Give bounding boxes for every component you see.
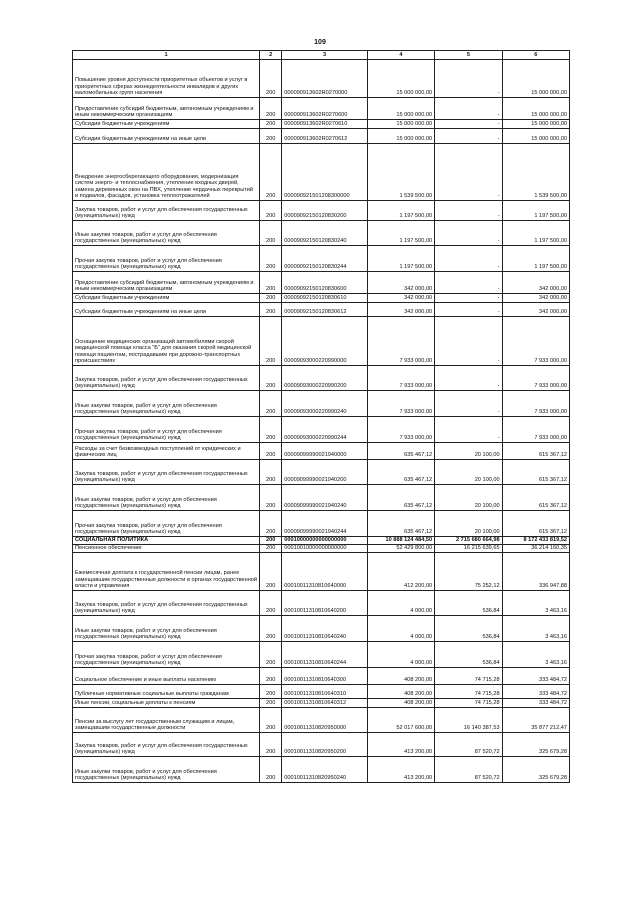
row-value-executed: - <box>435 417 502 443</box>
row-code: 000090921501208300000 <box>282 144 368 201</box>
row-gr: 200 <box>260 120 282 129</box>
row-value-approved: 4 000,00 <box>367 616 434 642</box>
table-row <box>73 460 570 485</box>
row-value-approved: 1 197 500,00 <box>367 221 434 246</box>
row-gr: 200 <box>260 708 282 733</box>
table-row <box>73 221 570 246</box>
row-code: 00010011310820950200 <box>282 733 368 757</box>
row-value-executed: - <box>435 120 502 129</box>
row-value-approved: 15 000 000,00 <box>367 120 434 129</box>
row-value-remaining: 35 877 212,47 <box>502 708 569 733</box>
row-value-approved: 7 933 000,00 <box>367 417 434 443</box>
row-gr: 200 <box>260 366 282 391</box>
row-code: 00010011310810640200 <box>282 591 368 616</box>
row-name: Иные закупки товаров, работ и услуг для обеспечения государственных (муниципальных) нужд <box>73 391 260 417</box>
row-code: 00009099990021940200 <box>282 460 368 485</box>
row-name: Пенсии за выслугу лет государственным служащим и лицам, замещавшим государственные должности <box>73 708 260 733</box>
row-value-approved: 635 467,12 <box>367 511 434 537</box>
row-value-remaining: 1 197 500,00 <box>502 201 569 221</box>
row-value-approved: 1 197 500,00 <box>367 201 434 221</box>
row-value-remaining: 325 679,28 <box>502 757 569 783</box>
row-name: Закупка товаров, работ и услуг для обеспечения государственных (муниципальных) нужд <box>73 460 260 485</box>
row-value-approved: 4 000,00 <box>367 642 434 668</box>
row-code: 00009099990021940244 <box>282 511 368 537</box>
row-value-remaining: 1 539 500,00 <box>502 144 569 201</box>
row-name: Субсидии бюджетным учреждениям на иные цели <box>73 303 260 317</box>
row-value-approved: 4 000,00 <box>367 591 434 616</box>
row-name: Закупка товаров, работ и услуг для обеспечения государственных (муниципальных) нужд <box>73 591 260 616</box>
row-value-approved: 342 000,00 <box>367 272 434 294</box>
row-gr: 200 <box>260 246 282 272</box>
table-row <box>73 144 570 201</box>
table-row <box>73 443 570 460</box>
row-value-executed: 75 252,12 <box>435 553 502 591</box>
row-value-approved: 342 000,00 <box>367 303 434 317</box>
row-value-approved: 15 000 000,00 <box>367 60 434 98</box>
row-gr: 200 <box>260 460 282 485</box>
row-value-remaining: 8 172 433 819,52 <box>502 537 569 545</box>
row-code: 000090913602R0270610 <box>282 120 368 129</box>
row-code: 00009093000220990244 <box>282 417 368 443</box>
row-value-remaining: 342 000,00 <box>502 303 569 317</box>
row-value-executed: 536,84 <box>435 591 502 616</box>
row-value-approved: 52 017 600,00 <box>367 708 434 733</box>
row-name: Прочая закупка товаров, работ и услуг для обеспечения государственных (муниципальных) нужд <box>73 417 260 443</box>
row-value-remaining: 7 933 000,00 <box>502 366 569 391</box>
row-value-executed: - <box>435 129 502 144</box>
row-name: Субсидии бюджетным учреждениям на иные цели <box>73 129 260 144</box>
row-value-approved: 413 200,00 <box>367 733 434 757</box>
row-value-executed: - <box>435 272 502 294</box>
row-value-executed: 74 715,28 <box>435 699 502 708</box>
row-value-remaining: 336 947,88 <box>502 553 569 591</box>
row-name: Предоставление субсидий бюджетным, автономным учреждениям и иным некоммерческим организациям <box>73 98 260 120</box>
row-value-remaining: 3 463,16 <box>502 591 569 616</box>
row-name: Иные закупки товаров, работ и услуг для обеспечения государственных (муниципальных) нужд <box>73 616 260 642</box>
table-row <box>73 246 570 272</box>
row-value-approved: 1 197 500,00 <box>367 246 434 272</box>
table-row <box>73 303 570 317</box>
row-value-remaining: 615 367,12 <box>502 485 569 511</box>
row-value-approved: 15 000 000,00 <box>367 98 434 120</box>
table-row <box>73 616 570 642</box>
row-name: Предоставление субсидий бюджетным, автономным учреждениям и иным некоммерческим организациям <box>73 272 260 294</box>
row-code: 00010011310810640000 <box>282 553 368 591</box>
row-value-executed: - <box>435 303 502 317</box>
row-value-approved: 342 000,00 <box>367 294 434 303</box>
row-code: 00010011310820950000 <box>282 708 368 733</box>
row-value-remaining: 615 367,12 <box>502 443 569 460</box>
table-row <box>73 60 570 98</box>
row-value-remaining: 3 463,16 <box>502 642 569 668</box>
row-value-executed: 2 715 680 664,98 <box>435 537 502 545</box>
row-value-remaining: 1 197 500,00 <box>502 246 569 272</box>
row-name: Повышение уровня доступности приоритетных объектов и услуг в приоритетных сферах жизнедеятельности инвалидов и других маломобильных групп населения <box>73 60 260 98</box>
table-row <box>73 733 570 757</box>
row-value-approved: 412 200,00 <box>367 553 434 591</box>
table-row <box>73 417 570 443</box>
row-value-executed: 20 100,00 <box>435 511 502 537</box>
page-number: 109 <box>314 39 326 46</box>
row-value-remaining: 342 000,00 <box>502 272 569 294</box>
row-value-executed: - <box>435 391 502 417</box>
row-value-remaining: 15 000 000,00 <box>502 98 569 120</box>
row-value-approved: 408 200,00 <box>367 699 434 708</box>
row-name: Прочая закупка товаров, работ и услуг для обеспечения государственных (муниципальных) нужд <box>73 246 260 272</box>
row-value-executed: 20 100,00 <box>435 460 502 485</box>
row-value-executed: - <box>435 201 502 221</box>
row-code: 00010010000000000000 <box>282 545 368 553</box>
row-value-remaining: 7 933 000,00 <box>502 317 569 366</box>
table-row <box>73 537 570 545</box>
row-code: 00009099990021940240 <box>282 485 368 511</box>
row-value-approved: 7 933 000,00 <box>367 391 434 417</box>
table-header-row <box>73 51 570 60</box>
row-value-remaining: 615 367,12 <box>502 460 569 485</box>
row-value-executed: 74 715,28 <box>435 668 502 685</box>
header-col-6: 6 <box>502 51 569 60</box>
row-name: Прочая закупка товаров, работ и услуг для обеспечения государственных (муниципальных) нужд <box>73 511 260 537</box>
row-value-remaining: 333 484,72 <box>502 699 569 708</box>
row-value-approved: 408 200,00 <box>367 668 434 685</box>
row-name: Внедрение энергосберегающего оборудования, модернизация систем энерго- и теплоснабжения, утепление входных дверей, замена деревянных окон на ПВХ, утепление чердачных перекрытий и подвалов, фасадов, установка теплоотражателей <box>73 144 260 201</box>
row-gr: 200 <box>260 591 282 616</box>
row-value-executed: - <box>435 366 502 391</box>
row-code: 00009093000220990200 <box>282 366 368 391</box>
row-gr: 200 <box>260 391 282 417</box>
row-value-executed: - <box>435 317 502 366</box>
row-code: 00009092150120830244 <box>282 246 368 272</box>
row-name: Иные закупки товаров, работ и услуг для обеспечения государственных (муниципальных) нужд <box>73 221 260 246</box>
table-row <box>73 591 570 616</box>
row-gr: 200 <box>260 733 282 757</box>
row-gr: 200 <box>260 317 282 366</box>
row-gr: 200 <box>260 642 282 668</box>
row-gr: 200 <box>260 537 282 545</box>
row-value-executed: 20 100,00 <box>435 443 502 460</box>
table-row <box>73 511 570 537</box>
row-gr: 200 <box>260 545 282 553</box>
row-code: 00009092150120830600 <box>282 272 368 294</box>
row-value-remaining: 15 000 000,00 <box>502 60 569 98</box>
row-value-remaining: 15 000 000,00 <box>502 120 569 129</box>
header-col-1: 1 <box>73 51 260 60</box>
row-code: 000090913602R0270612 <box>282 129 368 144</box>
row-code: 00010000000000000000 <box>282 537 368 545</box>
row-name: Пенсионное обеспечение <box>73 545 260 553</box>
row-value-executed: 16 140 387,53 <box>435 708 502 733</box>
row-value-approved: 7 933 000,00 <box>367 317 434 366</box>
row-value-executed: 87 520,72 <box>435 733 502 757</box>
row-gr: 200 <box>260 129 282 144</box>
row-code: 00010011310810640300 <box>282 668 368 685</box>
table-row <box>73 129 570 144</box>
row-value-approved: 635 467,12 <box>367 460 434 485</box>
row-name: Публичные нормативные социальные выплаты гражданам <box>73 685 260 699</box>
row-gr: 200 <box>260 685 282 699</box>
row-value-executed: 74 715,28 <box>435 685 502 699</box>
row-name: Закупка товаров, работ и услуг для обеспечения государственных (муниципальных) нужд <box>73 366 260 391</box>
row-code: 00010011310810640244 <box>282 642 368 668</box>
row-value-remaining: 15 000 000,00 <box>502 129 569 144</box>
row-value-approved: 7 933 000,00 <box>367 366 434 391</box>
row-gr: 200 <box>260 417 282 443</box>
table-row <box>73 391 570 417</box>
row-value-approved: 52 429 800,00 <box>367 545 434 553</box>
budget-table <box>72 50 570 783</box>
row-value-remaining: 3 463,16 <box>502 616 569 642</box>
row-value-executed: - <box>435 144 502 201</box>
row-gr: 200 <box>260 699 282 708</box>
row-code: 00009092150120830612 <box>282 303 368 317</box>
row-gr: 200 <box>260 272 282 294</box>
row-value-approved: 15 000 000,00 <box>367 129 434 144</box>
row-value-executed: 20 100,00 <box>435 485 502 511</box>
row-gr: 200 <box>260 303 282 317</box>
row-name: Закупка товаров, работ и услуг для обеспечения государственных (муниципальных) нужд <box>73 733 260 757</box>
table-row <box>73 642 570 668</box>
row-value-remaining: 7 933 000,00 <box>502 417 569 443</box>
row-code: 000090913602R0270000 <box>282 60 368 98</box>
row-code: 00010011310810640312 <box>282 699 368 708</box>
table-row <box>73 757 570 783</box>
row-gr: 200 <box>260 511 282 537</box>
row-gr: 200 <box>260 221 282 246</box>
table-row <box>73 272 570 294</box>
row-gr: 200 <box>260 144 282 201</box>
row-value-remaining: 36 214 160,35 <box>502 545 569 553</box>
row-name: СОЦИАЛЬНАЯ ПОЛИТИКА <box>73 537 260 545</box>
row-value-approved: 635 467,12 <box>367 485 434 511</box>
row-value-remaining: 333 484,72 <box>502 685 569 699</box>
table-row <box>73 668 570 685</box>
table-row <box>73 699 570 708</box>
table-row <box>73 294 570 303</box>
row-code: 00010011310810640310 <box>282 685 368 699</box>
row-gr: 200 <box>260 485 282 511</box>
row-gr: 200 <box>260 201 282 221</box>
table-row <box>73 708 570 733</box>
header-col-5: 5 <box>435 51 502 60</box>
row-name: Прочая закупка товаров, работ и услуг для обеспечения государственных (муниципальных) нужд <box>73 642 260 668</box>
row-value-approved: 408 200,00 <box>367 685 434 699</box>
row-name: Субсидии бюджетным учреждениям <box>73 120 260 129</box>
row-value-approved: 10 888 124 484,50 <box>367 537 434 545</box>
row-value-remaining: 615 367,12 <box>502 511 569 537</box>
row-value-approved: 635 467,12 <box>367 443 434 460</box>
row-name: Субсидии бюджетным учреждениям <box>73 294 260 303</box>
table-row <box>73 545 570 553</box>
row-name: Иные пенсии, социальные доплаты к пенсиям <box>73 699 260 708</box>
row-value-approved: 413 200,00 <box>367 757 434 783</box>
row-gr: 200 <box>260 553 282 591</box>
row-value-remaining: 325 679,28 <box>502 733 569 757</box>
row-code: 00009099990021940000 <box>282 443 368 460</box>
row-code: 00009092150120830240 <box>282 221 368 246</box>
row-gr: 200 <box>260 616 282 642</box>
table-row <box>73 685 570 699</box>
row-value-executed: - <box>435 246 502 272</box>
row-name: Расходы за счет безвозмездных поступлений от юридических и физических лиц <box>73 443 260 460</box>
row-value-executed: - <box>435 60 502 98</box>
row-name: Социальное обеспечение и иные выплаты населению <box>73 668 260 685</box>
header-col-3: 3 <box>282 51 368 60</box>
row-value-remaining: 333 484,72 <box>502 668 569 685</box>
row-name: Иные закупки товаров, работ и услуг для обеспечения государственных (муниципальных) нужд <box>73 757 260 783</box>
row-value-remaining: 342 000,00 <box>502 294 569 303</box>
row-value-executed: 536,84 <box>435 642 502 668</box>
table-row <box>73 98 570 120</box>
row-value-executed: 87 520,72 <box>435 757 502 783</box>
row-gr: 200 <box>260 443 282 460</box>
table-row <box>73 317 570 366</box>
row-value-executed: - <box>435 98 502 120</box>
row-gr: 200 <box>260 668 282 685</box>
row-value-executed: - <box>435 294 502 303</box>
table-row <box>73 120 570 129</box>
row-code: 00009092150120830200 <box>282 201 368 221</box>
row-name: Ежемесячная доплата к государственной пенсии лицам, ранее замещавшим государственные должности в органах государственной власти и управления <box>73 553 260 591</box>
row-gr: 200 <box>260 757 282 783</box>
row-value-executed: 536,84 <box>435 616 502 642</box>
table-row <box>73 553 570 591</box>
table-body <box>73 60 570 783</box>
row-code: 000090913602R0270600 <box>282 98 368 120</box>
table-row <box>73 201 570 221</box>
row-name: Закупка товаров, работ и услуг для обеспечения государственных (муниципальных) нужд <box>73 201 260 221</box>
row-name: Оснащение медицинских организаций автомобилями скорой медицинской помощи класса "Б" для оказания скорой медицинской помощи пациентам, пострадавшим при дорожно-транспортных происшествиях <box>73 317 260 366</box>
row-code: 00009092150120830610 <box>282 294 368 303</box>
row-value-executed: 16 215 639,65 <box>435 545 502 553</box>
row-code: 00009093000220990000 <box>282 317 368 366</box>
table-row <box>73 485 570 511</box>
row-value-remaining: 7 933 000,00 <box>502 391 569 417</box>
header-col-4: 4 <box>367 51 434 60</box>
row-name: Иные закупки товаров, работ и услуг для обеспечения государственных (муниципальных) нужд <box>73 485 260 511</box>
row-value-approved: 1 539 500,00 <box>367 144 434 201</box>
row-code: 00010011310820950240 <box>282 757 368 783</box>
row-code: 00010011310810640240 <box>282 616 368 642</box>
row-gr: 200 <box>260 60 282 98</box>
row-code: 00009093000220990240 <box>282 391 368 417</box>
table-row <box>73 366 570 391</box>
row-gr: 200 <box>260 98 282 120</box>
header-col-2: 2 <box>260 51 282 60</box>
row-value-executed: - <box>435 221 502 246</box>
row-value-remaining: 1 197 500,00 <box>502 221 569 246</box>
row-gr: 200 <box>260 294 282 303</box>
